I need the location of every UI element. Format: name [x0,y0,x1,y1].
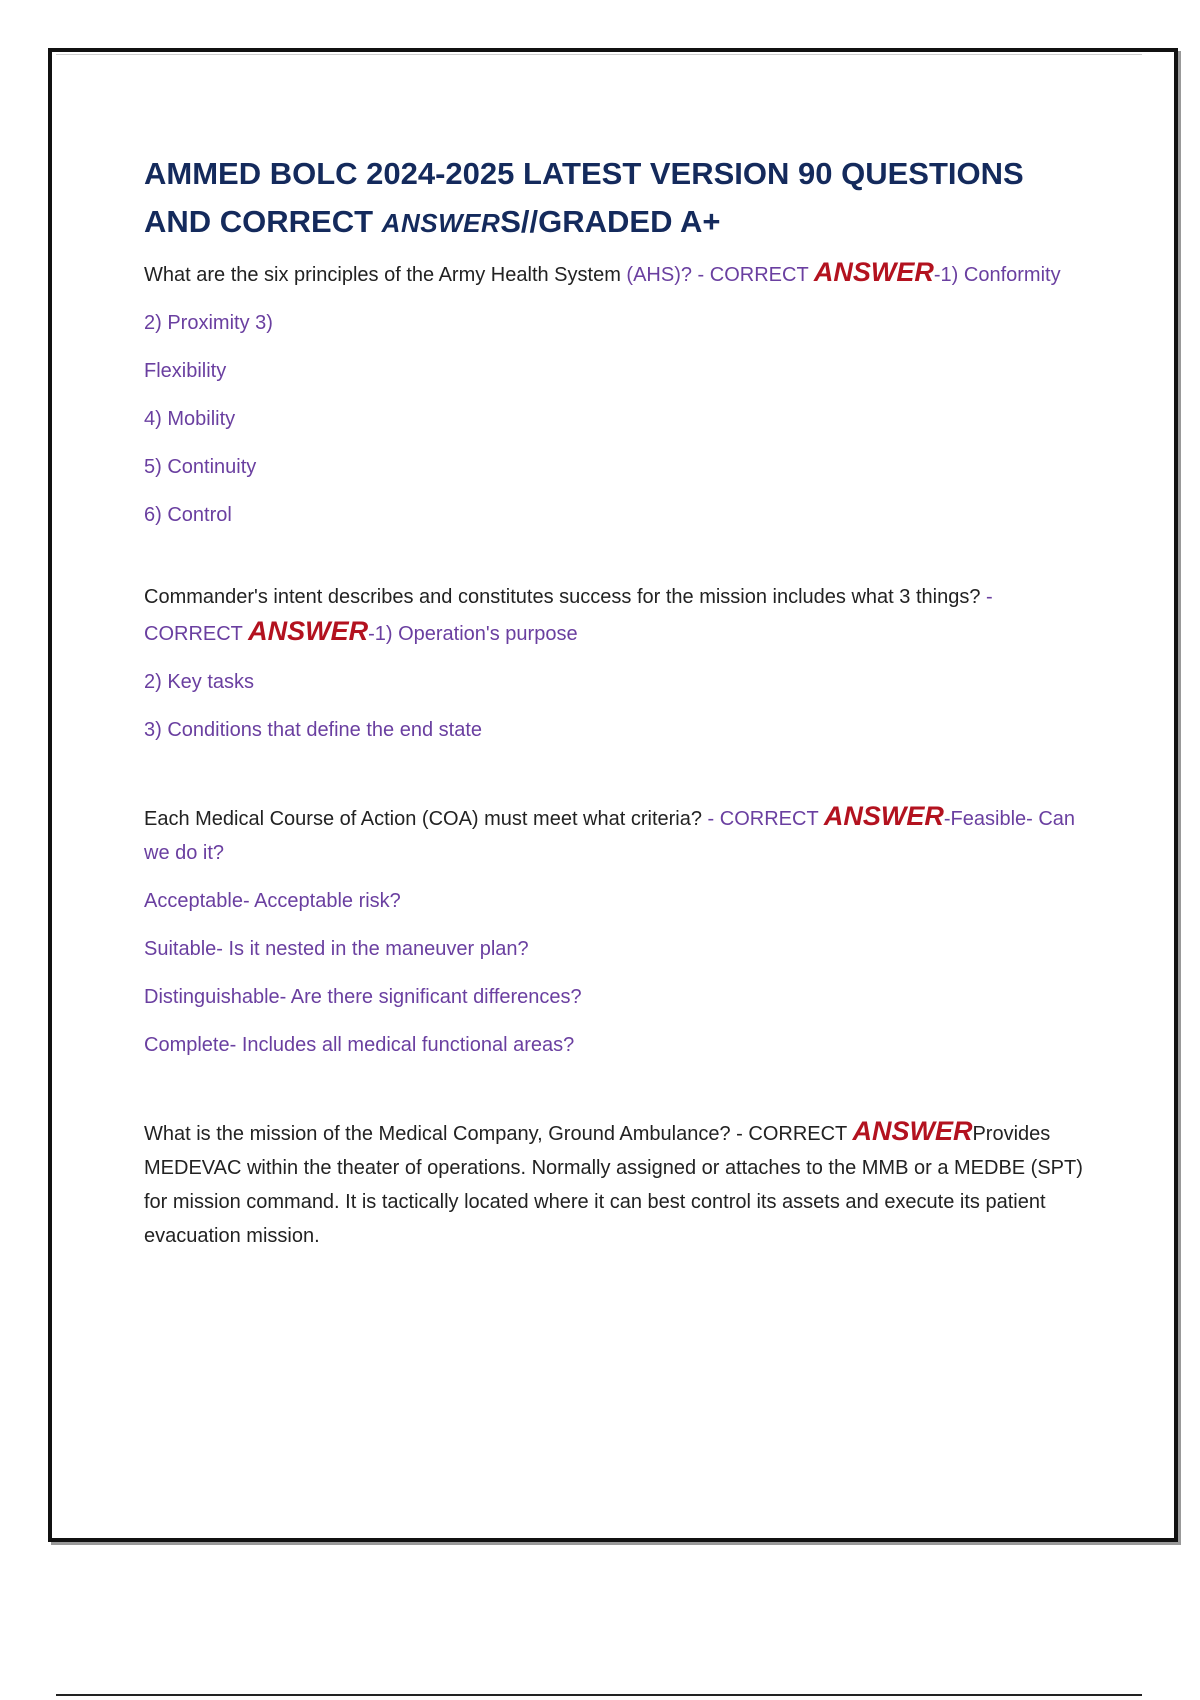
answer-item: 2) Proximity 3) [144,312,273,334]
correct-label: CORRECT [748,1123,853,1145]
answer-label: ANSWER [248,616,369,646]
title-text-end: S//GRADED A+ [500,204,721,239]
correct-label: CORRECT [719,808,824,830]
frame-top-rule [56,54,1142,55]
title-text-italic: ANSWER [381,208,501,238]
document-body [144,150,1089,1253]
separator: - [692,264,710,286]
answer-label: ANSWER [852,1116,973,1146]
answer-text: Provides MEDEVAC within the theater of operations. Normally assigned or attaches to the MMB or a MEDBE (SPT) for mission command. It is tactically located where it can best control its assets and execute its patient evacuation mission. [144,1123,1083,1247]
answer-item: Suitable- Is it nested in the maneuver plan? [144,938,529,960]
qa-block-2 [144,580,1089,747]
question-text: Each Medical Course of Action (COA) must meet what criteria? [144,808,702,830]
qa-block-1 [144,255,1089,532]
question-line [144,255,1089,292]
question-line [144,580,1089,651]
correct-label: CORRECT [709,264,814,286]
answer-label: ANSWER [813,257,934,287]
question-text-tail: (AHS)? [626,264,692,286]
document-title [144,150,1089,247]
separator: - [702,808,720,830]
separator: - [730,1123,749,1145]
answer-item: 4) Mobility [144,408,236,430]
answer-text: -1) Operation's purpose [368,623,578,645]
answer-label: ANSWER [823,801,944,831]
answer-item: 6) Control [144,504,232,526]
answer-item: Acceptable- Acceptable risk? [144,890,401,912]
answer-item: 5) Continuity [144,456,257,478]
answer-item: 3) Conditions that define the end state [144,719,483,741]
question-line [144,799,1089,870]
answer-item: 2) Key tasks [144,671,255,693]
question-text: Commander's intent describes and constitutes success for the mission includes what 3 things? [144,586,981,608]
answer-text: -1) Conformity [933,264,1061,286]
separator: - [980,586,993,608]
answer-text: -Feasible- Can we do it? [144,808,1076,864]
answer-item: Distinguishable- Are there significant differences? [144,986,582,1008]
correct-label: CORRECT [144,623,249,645]
question-text: What are the six principles of the Army Health System [144,264,627,286]
answer-item: Complete- Includes all medical functional areas? [144,1034,575,1056]
question-text: What is the mission of the Medical Company, Ground Ambulance? [144,1123,731,1145]
qa-block-4 [144,1114,1089,1253]
qa-block-3 [144,799,1089,1062]
title-text-start: AMMED BOLC 2024-2025 LATEST VERSION 90 QUESTIONS AND CORRECT [144,156,1024,239]
answer-item: Flexibility [144,360,227,382]
next-page-top-rule [56,1694,1142,1696]
question-line [144,1114,1089,1253]
